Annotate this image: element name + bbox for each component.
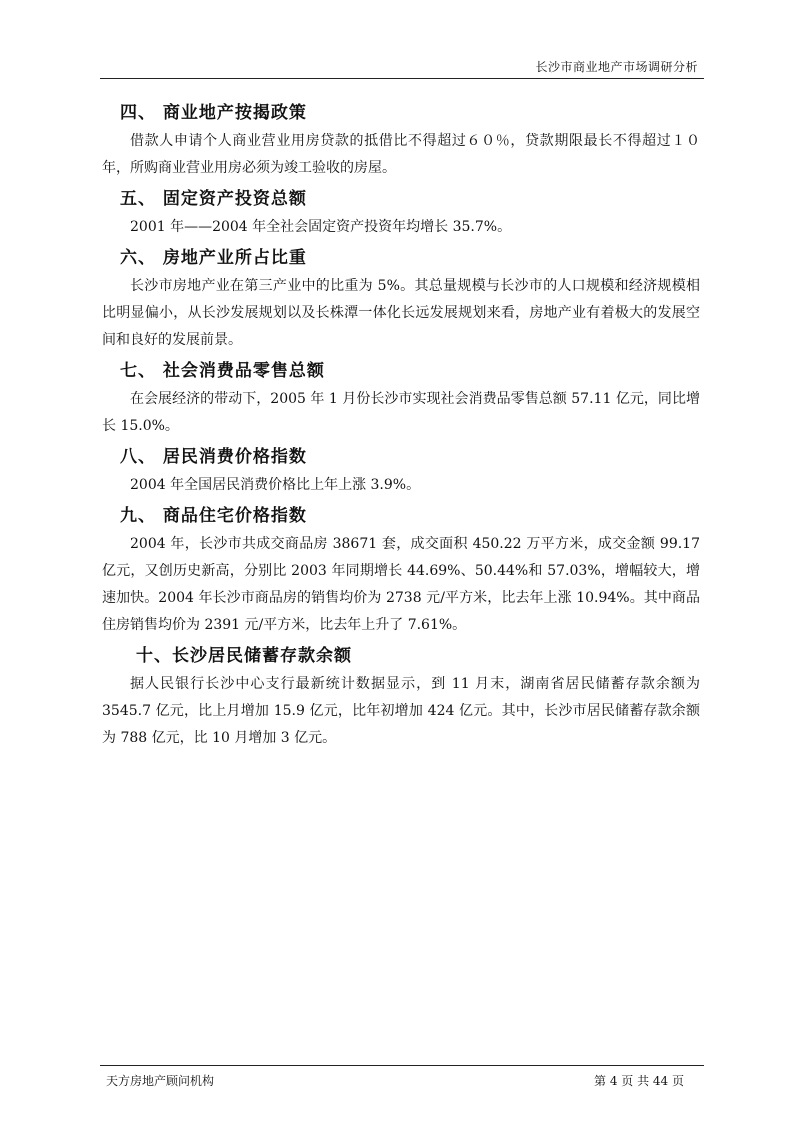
- section-consumer-price-index: [102, 444, 700, 499]
- section-heading: 四、 商业地产按揭政策: [120, 103, 307, 123]
- section-heading: 十、长沙居民储蓄存款余额: [136, 646, 352, 666]
- section-savings-balance: [102, 643, 700, 752]
- paragraph: 借款人申请个人商业营业用房贷款的抵借比不得超过６０％，贷款期限最长不得超过１０年，所购商业营业用房必须为竣工验收的房屋。: [102, 133, 700, 176]
- section-heading: 七、 社会消费品零售总额: [120, 361, 325, 381]
- section-mortgage-policy: [102, 100, 700, 182]
- section-housing-price-index: [102, 503, 700, 639]
- paragraph: 在会展经济的带动下，2005 年 1 月份长沙市实现社会消费品零售总额 57.11 亿元，同比增长 15.0%。: [102, 391, 700, 434]
- section-heading: 五、 固定资产投资总额: [120, 189, 307, 209]
- section-retail-sales: [102, 358, 700, 440]
- page-number: 第 4 页 共 44 页: [594, 1074, 684, 1088]
- section-heading: 九、 商品住宅价格指数: [120, 506, 307, 526]
- section-heading: 六、 房地产业所占比重: [120, 248, 307, 268]
- paragraph: 据人民银行长沙中心支行最新统计数据显示，到 11 月末，湖南省居民储蓄存款余额为 3545.7 亿元，比上月增加 15.9 亿元，比年初增加 424 亿元。其中，长沙市居民储蓄存款余额为 788 亿元，比 10 月增加 3 亿元。: [102, 676, 700, 746]
- paragraph: 2004 年全国居民消费价格比上年上涨 3.9%。: [130, 477, 421, 493]
- section-fixed-asset-investment: [102, 186, 700, 241]
- paragraph: 长沙市房地产业在第三产业中的比重为 5%。其总量规模与长沙市的人口规模和经济规模相比明显偏小，从长沙发展规划以及长株潭一体化长远发展规划来看，房地产业有着极大的发展空间和良好的发展前景。: [102, 278, 700, 348]
- paragraph: 2004 年，长沙市共成交商品房 38671 套，成交面积 450.22 万平方米，成交金额 99.17 亿元，又创历史新高，分别比 2003 年同期增长 44.69%、50.44%和 57.03%，增幅较大，增速加快。2004 年长沙市商品房的销售均价为 2738 元/平方米，比去年上涨 10.94%。其中商品住房销售均价为 2391 元/平方米，比去年上升了 7.61%。: [102, 536, 700, 633]
- document-body: [102, 96, 700, 754]
- paragraph: 2001 年——2004 年全社会固定资产投资年均增长 35.7%。: [130, 219, 512, 235]
- footer-organization: 天方房地产顾问机构: [106, 1074, 215, 1088]
- page-header: [100, 54, 704, 79]
- section-real-estate-share: [102, 245, 700, 354]
- document-title: 长沙市商业地产市场调研分析: [535, 60, 698, 74]
- page-footer: [100, 1065, 704, 1090]
- section-heading: 八、 居民消费价格指数: [120, 447, 307, 467]
